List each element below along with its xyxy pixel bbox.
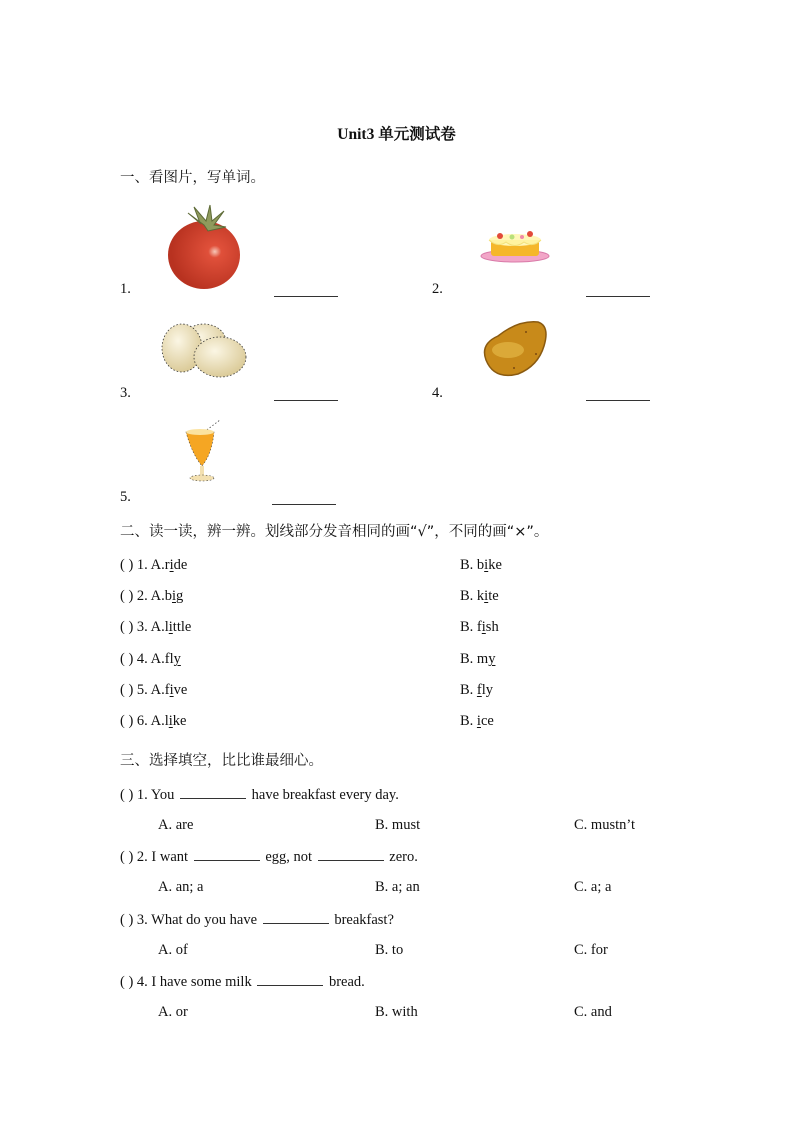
word-part: fl xyxy=(164,651,174,667)
word-part: te xyxy=(488,588,499,604)
fill-blank xyxy=(257,973,323,986)
section1-heading: 一、看图片，写单词。 xyxy=(120,170,265,186)
answer-blank-4[interactable] xyxy=(586,399,650,401)
item-number: 4. xyxy=(432,385,443,401)
option-label: A. xyxy=(150,651,165,667)
option-label: A. xyxy=(150,682,165,698)
fill-blank xyxy=(263,911,329,924)
answer-paren[interactable]: ( ) xyxy=(120,619,134,635)
underlined-letter: i xyxy=(481,619,486,635)
answer-paren[interactable]: ( ) xyxy=(120,787,134,803)
word-part: de xyxy=(173,557,188,573)
word-part: ce xyxy=(480,713,494,729)
page-title: Unit3 单元测试卷 xyxy=(337,126,456,143)
answer-paren[interactable]: ( ) xyxy=(120,974,134,990)
phonics-row xyxy=(120,651,181,668)
option-label: A. xyxy=(150,588,165,604)
underlined-letter: i xyxy=(171,588,177,604)
option-b[interactable]: B. must xyxy=(375,817,421,833)
word-part: m xyxy=(476,651,489,667)
word-part: f xyxy=(164,682,170,698)
word-part: ke xyxy=(488,557,502,573)
item-number: 3. xyxy=(120,385,131,401)
section2-heading: 二、读一读，辨一辨。划线部分发音相同的画“√”，不同的画“×”。 xyxy=(120,524,549,540)
underlined-letter: f xyxy=(476,682,482,698)
question-text: 4. I have some milk xyxy=(136,974,252,990)
phonics-row xyxy=(120,682,187,699)
phonics-option-b xyxy=(460,588,499,605)
word-part: ke xyxy=(172,713,187,729)
word-part: f xyxy=(476,619,482,635)
phonics-option-b xyxy=(460,619,499,636)
option-label: A. xyxy=(150,713,165,729)
fill-blank xyxy=(194,848,260,861)
question-text: 3. What do you have xyxy=(136,912,258,928)
word-part: ttle xyxy=(172,619,192,635)
word-part: k xyxy=(476,588,485,604)
option-c[interactable]: C. and xyxy=(574,1004,612,1020)
option-a[interactable]: A. an; a xyxy=(158,879,204,895)
option-label: A. xyxy=(150,557,165,573)
underlined-letter: i xyxy=(169,557,174,573)
juice-image xyxy=(180,418,224,488)
tomato-image xyxy=(164,203,244,291)
option-b[interactable]: B. with xyxy=(375,1004,418,1020)
option-label: B. xyxy=(460,713,474,729)
question-text: 1. You xyxy=(136,787,175,803)
underlined-letter: y xyxy=(173,651,181,667)
phonics-option-b xyxy=(460,557,502,574)
answer-blank-3[interactable] xyxy=(274,399,338,401)
answer-paren[interactable]: ( ) xyxy=(120,849,134,865)
item-number: 2. xyxy=(432,281,443,297)
question-text: egg, not xyxy=(265,849,313,865)
word-part: g xyxy=(176,588,184,604)
phonics-row xyxy=(120,588,183,605)
option-b[interactable]: B. to xyxy=(375,942,404,958)
underlined-letter: i xyxy=(169,682,174,698)
question-text: 2. I want xyxy=(136,849,189,865)
section3-heading: 三、选择填空，比比谁最细心。 xyxy=(120,753,323,769)
question-text: zero. xyxy=(389,849,418,865)
question-number: 4. xyxy=(136,651,148,667)
answer-paren[interactable]: ( ) xyxy=(120,682,134,698)
underlined-letter: y xyxy=(488,651,496,667)
question-text: bread. xyxy=(328,974,365,990)
choice-question xyxy=(120,848,418,866)
word-part: b xyxy=(476,557,485,573)
answer-paren[interactable]: ( ) xyxy=(120,912,134,928)
option-b[interactable]: B. a; an xyxy=(375,879,420,895)
word-part: y xyxy=(485,682,494,698)
option-label: A. xyxy=(150,619,165,635)
underlined-letter: i xyxy=(168,619,173,635)
choice-question xyxy=(120,911,394,929)
answer-paren[interactable]: ( ) xyxy=(120,651,134,667)
word-part: sh xyxy=(485,619,499,635)
underlined-letter: i xyxy=(168,713,173,729)
choice-question xyxy=(120,973,365,991)
option-a[interactable]: A. are xyxy=(158,817,194,833)
question-number: 3. xyxy=(136,619,148,635)
phonics-row xyxy=(120,557,187,574)
question-number: 1. xyxy=(136,557,148,573)
answer-blank-1[interactable] xyxy=(274,295,338,297)
fill-blank xyxy=(180,786,246,799)
phonics-option-b xyxy=(460,713,494,730)
word-part: b xyxy=(164,588,172,604)
option-label: B. xyxy=(460,619,474,635)
word-part: l xyxy=(164,713,169,729)
option-c[interactable]: C. mustn’t xyxy=(574,817,635,833)
potato-image xyxy=(478,318,550,380)
question-number: 5. xyxy=(136,682,148,698)
option-label: B. xyxy=(460,682,474,698)
underlined-letter: i xyxy=(476,713,481,729)
option-c[interactable]: C. for xyxy=(574,942,608,958)
cake-image xyxy=(478,222,552,264)
phonics-row xyxy=(120,713,186,730)
eggs-image xyxy=(158,320,248,378)
option-c[interactable]: C. a; a xyxy=(574,879,612,895)
option-label: B. xyxy=(460,557,474,573)
underlined-letter: i xyxy=(484,588,489,604)
question-text: have breakfast every day. xyxy=(251,787,399,803)
fill-blank xyxy=(318,848,384,861)
option-a[interactable]: A. or xyxy=(158,1004,188,1020)
choice-question xyxy=(120,786,399,804)
phonics-option-b xyxy=(460,682,493,699)
word-part: r xyxy=(164,557,170,573)
answer-paren[interactable]: ( ) xyxy=(120,557,134,573)
option-a[interactable]: A. of xyxy=(158,942,188,958)
question-number: 6. xyxy=(136,713,148,729)
phonics-option-b xyxy=(460,651,495,668)
answer-blank-5[interactable] xyxy=(272,503,336,505)
word-part: ve xyxy=(173,682,188,698)
option-label: B. xyxy=(460,651,474,667)
question-text: breakfast? xyxy=(334,912,394,928)
word-part: l xyxy=(164,619,169,635)
phonics-row xyxy=(120,619,191,636)
question-number: 2. xyxy=(136,588,148,604)
underlined-letter: i xyxy=(484,557,489,573)
word-part: l xyxy=(481,682,486,698)
answer-paren[interactable]: ( ) xyxy=(120,713,134,729)
item-number: 1. xyxy=(120,281,131,297)
answer-paren[interactable]: ( ) xyxy=(120,588,134,604)
answer-blank-2[interactable] xyxy=(586,295,650,297)
item-number: 5. xyxy=(120,489,131,505)
option-label: B. xyxy=(460,588,474,604)
